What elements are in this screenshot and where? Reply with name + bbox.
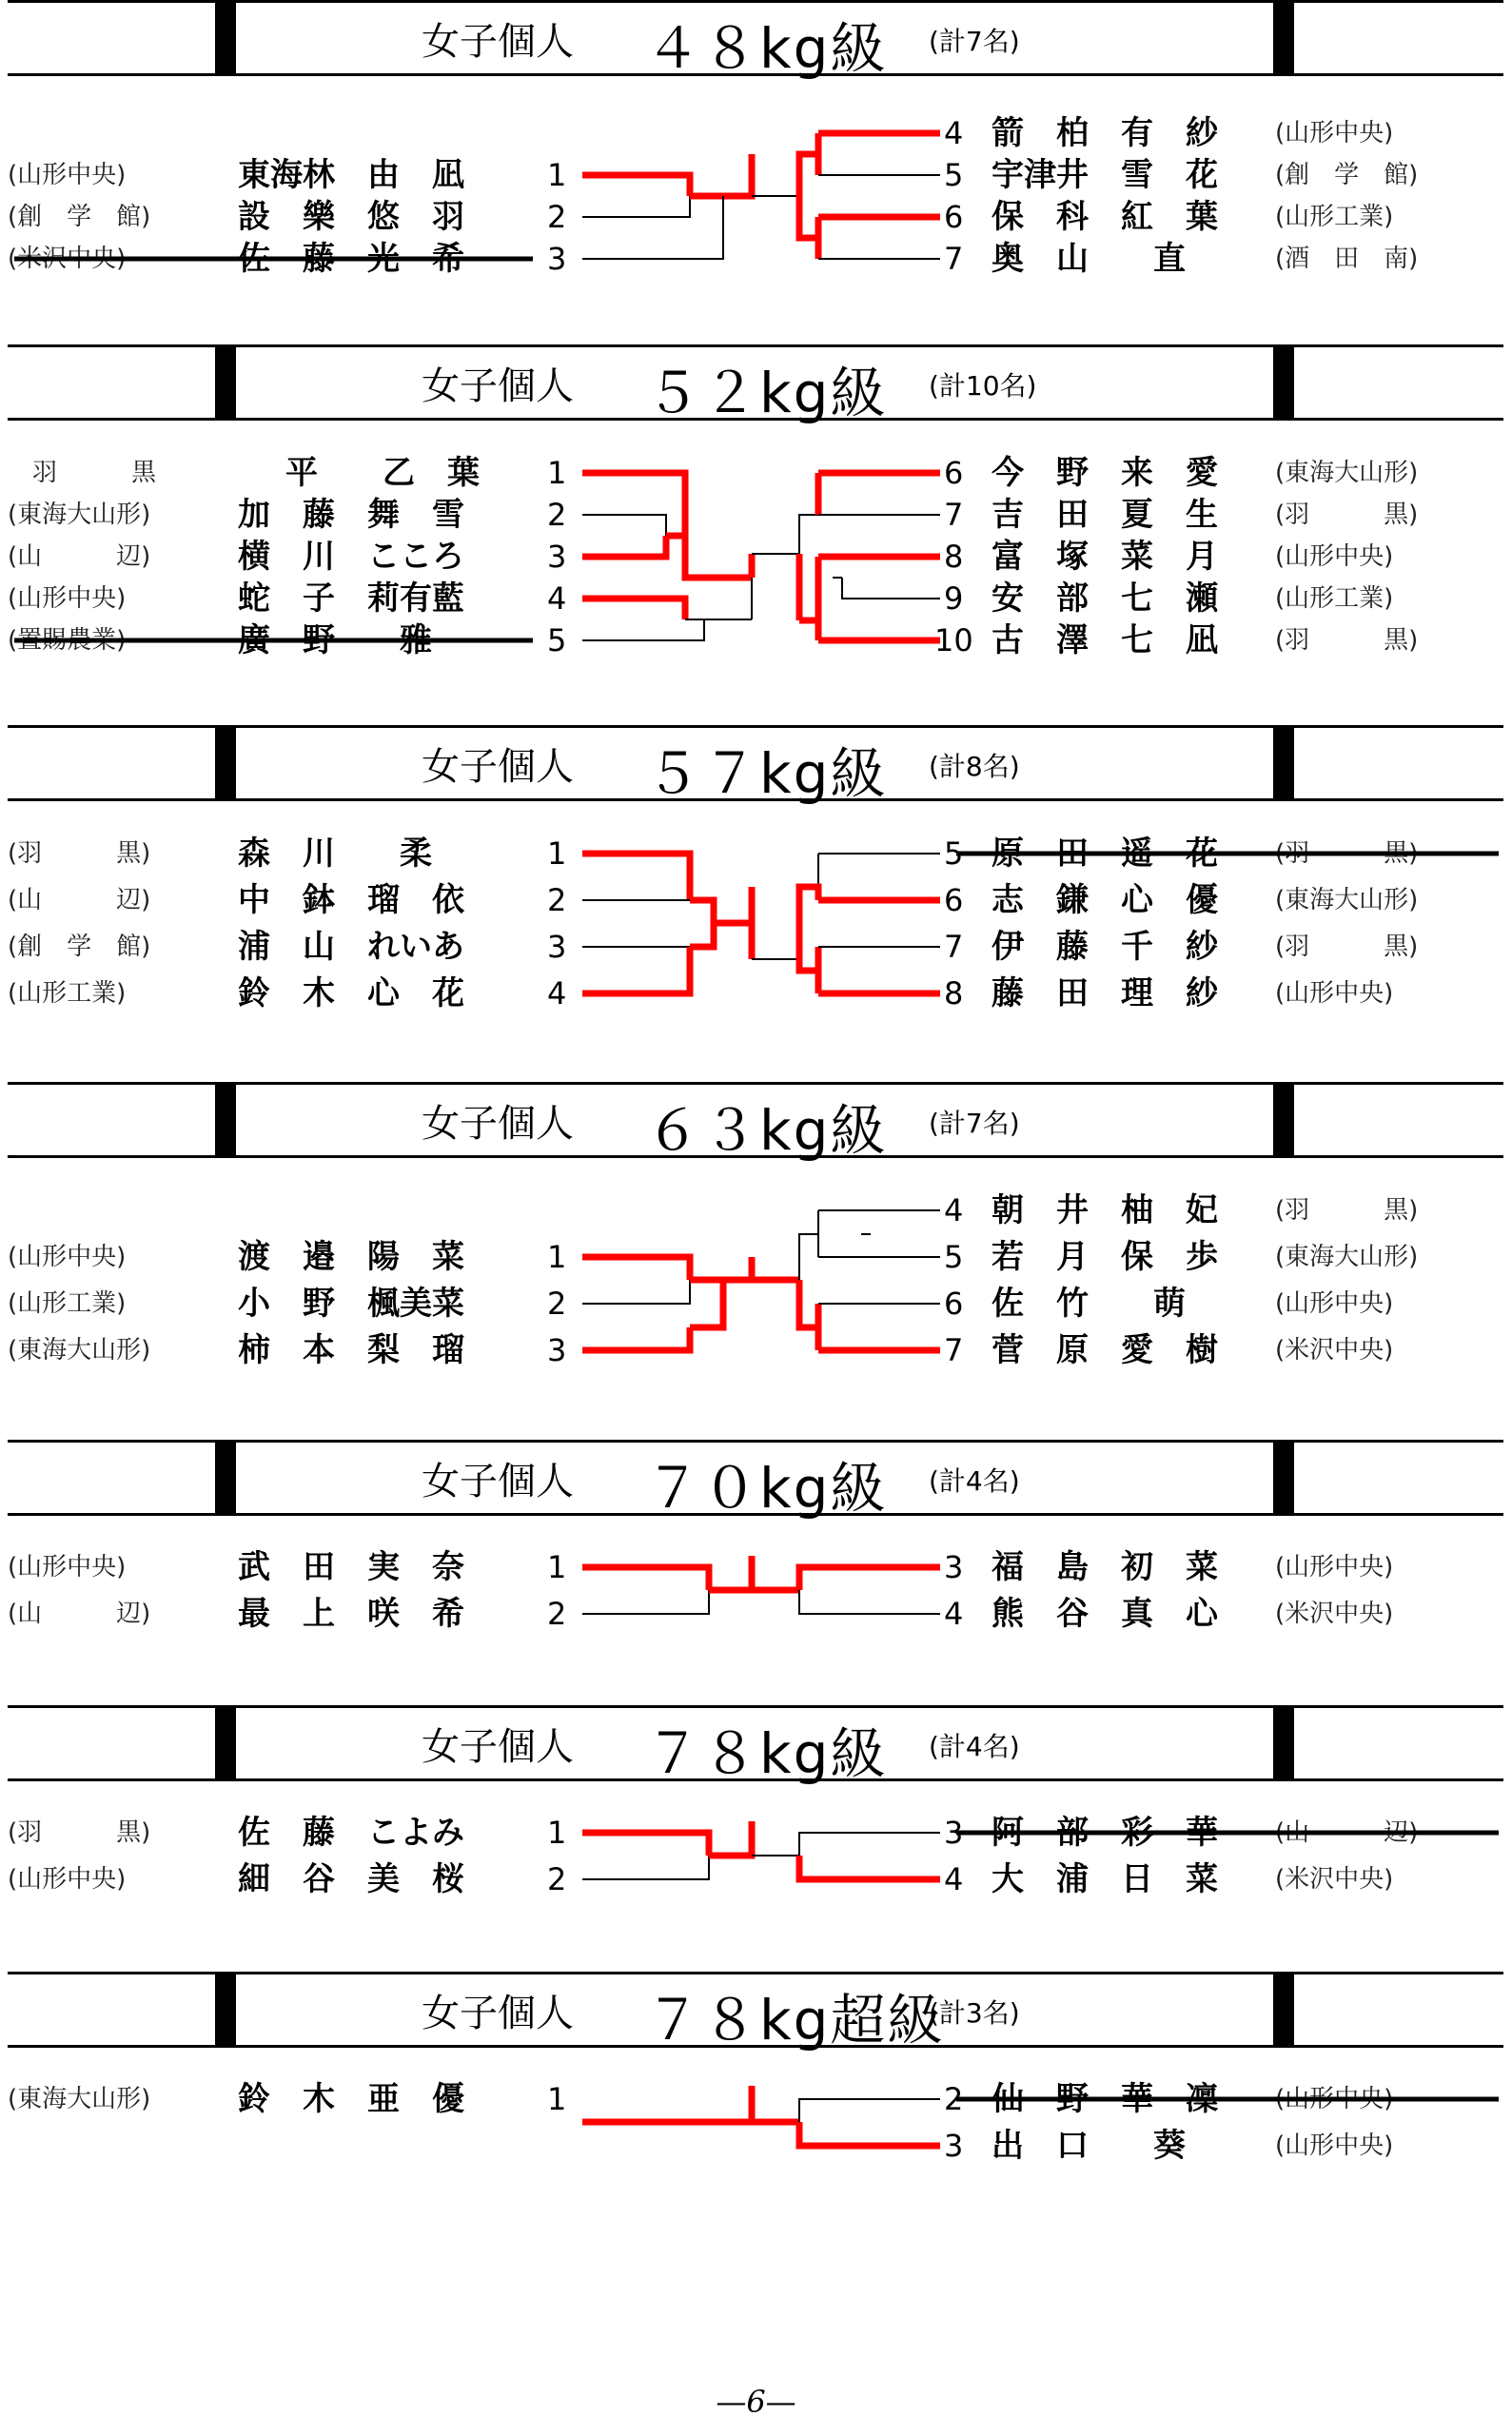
draw-number: 1 <box>547 2081 567 2117</box>
bracket-lines <box>0 0 1512 304</box>
school: (米沢中央) <box>1275 1336 1394 1365</box>
header-count: (計7名) <box>929 1108 1020 1139</box>
draw-number: 3 <box>547 1332 567 1368</box>
school: (山 辺) <box>1275 1818 1419 1847</box>
draw-number: 3 <box>547 539 567 575</box>
school: (山形工業) <box>1275 203 1394 231</box>
athlete-name: 鈴 木 亜 優 <box>238 2080 464 2118</box>
school: (山形中央) <box>1275 1289 1394 1318</box>
school: (山形中央) <box>8 1553 127 1581</box>
header-count: (計3名) <box>929 1997 1020 2029</box>
athlete-name: 渡 邉 陽 菜 <box>238 1238 464 1276</box>
draw-number: 2 <box>547 1286 567 1322</box>
athlete-name: 福 島 初 菜 <box>992 1548 1218 1586</box>
school: (創 学 館) <box>8 203 151 231</box>
athlete-name: 志 鎌 心 優 <box>992 881 1218 919</box>
school: (東海大山形) <box>1275 1243 1419 1271</box>
school: (山形中央) <box>8 584 127 613</box>
school: (東海大山形) <box>8 2085 151 2113</box>
bracket-lines <box>0 1440 1512 1649</box>
athlete-name: 今 野 来 愛 <box>992 454 1218 492</box>
draw-number: 5 <box>547 622 567 658</box>
school: (東海大山形) <box>1275 886 1419 914</box>
bracket-lines <box>0 1705 1512 1915</box>
school: (米沢中央) <box>8 245 127 273</box>
athlete-name: 佐 藤 こよみ <box>238 1814 464 1852</box>
draw-number: 5 <box>944 835 964 872</box>
draw-number: 8 <box>944 975 964 1012</box>
header-count: (計4名) <box>929 1731 1020 1762</box>
school: (山形工業) <box>1275 584 1394 613</box>
draw-number: 6 <box>944 1286 964 1322</box>
draw-number: 3 <box>547 241 567 277</box>
school: (山形工業) <box>8 1289 127 1318</box>
header-weight: ７８kg超級 <box>645 1988 945 2053</box>
header-label: 女子個人 <box>422 1102 574 1146</box>
athlete-name: 古 澤 七 凪 <box>992 621 1218 659</box>
header-weight: ５７kg級 <box>645 741 888 806</box>
athlete-name: 奥 山 直 <box>992 240 1186 278</box>
header-label: 女子個人 <box>422 1992 574 2035</box>
draw-number: 4 <box>944 1861 964 1897</box>
header-label: 女子個人 <box>422 20 574 64</box>
draw-number: 3 <box>547 929 567 965</box>
draw-number: 2 <box>547 882 567 918</box>
draw-number: 7 <box>944 1332 964 1368</box>
header-count: (計7名) <box>929 26 1020 57</box>
draw-number: 2 <box>547 1596 567 1632</box>
athlete-name: 阿 部 彩 華 <box>992 1814 1218 1852</box>
draw-number: 1 <box>547 1815 567 1851</box>
school: (山形中央) <box>8 1243 127 1271</box>
athlete-name: 佐 藤 光 希 <box>238 240 464 278</box>
header-label: 女子個人 <box>422 364 574 408</box>
draw-number: 2 <box>547 1861 567 1897</box>
school: (山 辺) <box>8 886 151 914</box>
school: (山形中央) <box>1275 979 1394 1008</box>
school: (羽 黒) <box>1275 839 1419 868</box>
athlete-name: 森 川 柔 <box>238 835 432 873</box>
school: (羽 黒) <box>1275 626 1419 655</box>
school: (酒 田 南) <box>1275 245 1419 273</box>
school: (東海大山形) <box>8 501 151 529</box>
athlete-name: 吉 田 夏 生 <box>992 496 1218 534</box>
school: (山形中央) <box>8 1865 127 1894</box>
school: (山形工業) <box>8 979 127 1008</box>
athlete-name: 加 藤 舞 雪 <box>238 496 464 534</box>
school: (山形中央) <box>1275 2085 1394 2113</box>
page-number: —6— <box>716 2384 796 2420</box>
athlete-name: 鈴 木 心 花 <box>238 974 464 1012</box>
bracket-lines <box>0 1972 1512 2181</box>
school: (羽 黒) <box>8 839 151 868</box>
athlete-name: 安 部 七 瀬 <box>992 580 1218 618</box>
draw-number: 7 <box>944 929 964 965</box>
school: (創 学 館) <box>1275 161 1419 189</box>
school: (羽 黒) <box>8 1818 151 1847</box>
school: (羽 黒) <box>1275 501 1419 529</box>
athlete-name: 仙 野 華 凜 <box>992 2080 1218 2118</box>
athlete-name: 菅 原 愛 樹 <box>992 1331 1218 1369</box>
draw-number: 2 <box>547 199 567 235</box>
header-label: 女子個人 <box>422 1725 574 1769</box>
draw-number: 1 <box>547 1239 567 1275</box>
school: (羽 黒) <box>1275 933 1419 961</box>
draw-number: 5 <box>944 1239 964 1275</box>
athlete-name: 武 田 実 奈 <box>238 1548 464 1586</box>
bracket-lines <box>0 1082 1512 1386</box>
school: (羽 黒) <box>1275 1196 1419 1225</box>
draw-number: 7 <box>944 497 964 533</box>
draw-number: 2 <box>944 2081 964 2117</box>
athlete-name: 藤 田 理 紗 <box>992 974 1218 1012</box>
draw-number: 3 <box>944 1815 964 1851</box>
draw-number: 4 <box>944 1192 964 1228</box>
header-weight: ４８kg級 <box>645 16 888 81</box>
athlete-name: 宇津井 雪 花 <box>992 156 1218 194</box>
athlete-name: 富 塚 菜 月 <box>992 538 1218 576</box>
header-weight: ５２kg級 <box>645 361 888 425</box>
athlete-name: 中 鉢 瑠 依 <box>238 881 464 919</box>
athlete-name: 蛇 子 莉有藍 <box>238 580 464 618</box>
draw-number: 1 <box>547 835 567 872</box>
school: (山 辺) <box>8 542 151 571</box>
school: (山形中央) <box>1275 542 1394 571</box>
athlete-name: 東海林 由 凪 <box>238 156 464 194</box>
athlete-name: 佐 竹 萌 <box>992 1285 1186 1323</box>
header-count: (計10名) <box>929 370 1037 402</box>
athlete-name: 伊 藤 千 紗 <box>992 928 1218 966</box>
athlete-name: 小 野 楓美菜 <box>238 1285 464 1323</box>
school: (山形中央) <box>8 161 127 189</box>
athlete-name: 柿 本 梨 瑠 <box>238 1331 464 1369</box>
header-count: (計8名) <box>929 751 1020 782</box>
athlete-name: 保 科 紅 葉 <box>992 198 1218 236</box>
draw-number: 4 <box>944 115 964 151</box>
school: (山形中央) <box>1275 1553 1394 1581</box>
athlete-name: 浦 山 れいあ <box>238 928 464 966</box>
school: (創 学 館) <box>8 933 151 961</box>
athlete-name: 廣 野 雅 <box>238 621 432 659</box>
athlete-name: 朝 井 柚 妃 <box>992 1191 1218 1229</box>
school: (東海大山形) <box>8 1336 151 1365</box>
school: 羽 黒 <box>32 459 157 487</box>
bracket-lines <box>0 344 1512 687</box>
school: (山形中央) <box>1275 119 1394 147</box>
draw-number: 6 <box>944 882 964 918</box>
header-label: 女子個人 <box>422 745 574 789</box>
school: (山 辺) <box>8 1600 151 1628</box>
draw-number: 5 <box>944 157 964 193</box>
draw-number: 9 <box>944 580 964 617</box>
draw-number: 3 <box>944 2128 964 2164</box>
bracket-lines <box>0 725 1512 1030</box>
draw-number: 8 <box>944 539 964 575</box>
draw-number: 3 <box>944 1549 964 1585</box>
draw-number: 4 <box>547 580 567 617</box>
draw-number: 10 <box>934 622 973 658</box>
draw-number: 1 <box>547 1549 567 1585</box>
header-weight: ７８kg級 <box>645 1721 888 1786</box>
school: (米沢中央) <box>1275 1865 1394 1894</box>
draw-number: 7 <box>944 241 964 277</box>
draw-number: 2 <box>547 497 567 533</box>
athlete-name: 箭 柏 有 紗 <box>992 114 1218 152</box>
athlete-name: 細 谷 美 桜 <box>238 1860 464 1898</box>
school: (置賜農業) <box>8 626 127 655</box>
draw-number: 1 <box>547 455 567 491</box>
athlete-name: 熊 谷 真 心 <box>992 1595 1218 1633</box>
athlete-name: 平 乙 葉 <box>285 454 480 492</box>
athlete-name: 原 田 遥 花 <box>992 835 1218 873</box>
school: (山形中央) <box>1275 2132 1394 2160</box>
draw-number: 6 <box>944 199 964 235</box>
header-label: 女子個人 <box>422 1460 574 1503</box>
header-weight: ７０kg級 <box>645 1456 888 1521</box>
draw-number: 4 <box>547 975 567 1012</box>
athlete-name: 若 月 保 歩 <box>992 1238 1218 1276</box>
header-count: (計4名) <box>929 1465 1020 1497</box>
school: (東海大山形) <box>1275 459 1419 487</box>
athlete-name: 大 浦 日 菜 <box>992 1860 1218 1898</box>
school: (米沢中央) <box>1275 1600 1394 1628</box>
athlete-name: 最 上 咲 希 <box>238 1595 464 1633</box>
draw-number: 1 <box>547 157 567 193</box>
athlete-name: 横 川 こころ <box>238 538 464 576</box>
draw-number: 6 <box>944 455 964 491</box>
draw-number: 4 <box>944 1596 964 1632</box>
athlete-name: 設 樂 悠 羽 <box>238 198 464 236</box>
header-weight: ６３kg級 <box>645 1098 888 1163</box>
athlete-name: 出 口 葵 <box>992 2127 1186 2165</box>
